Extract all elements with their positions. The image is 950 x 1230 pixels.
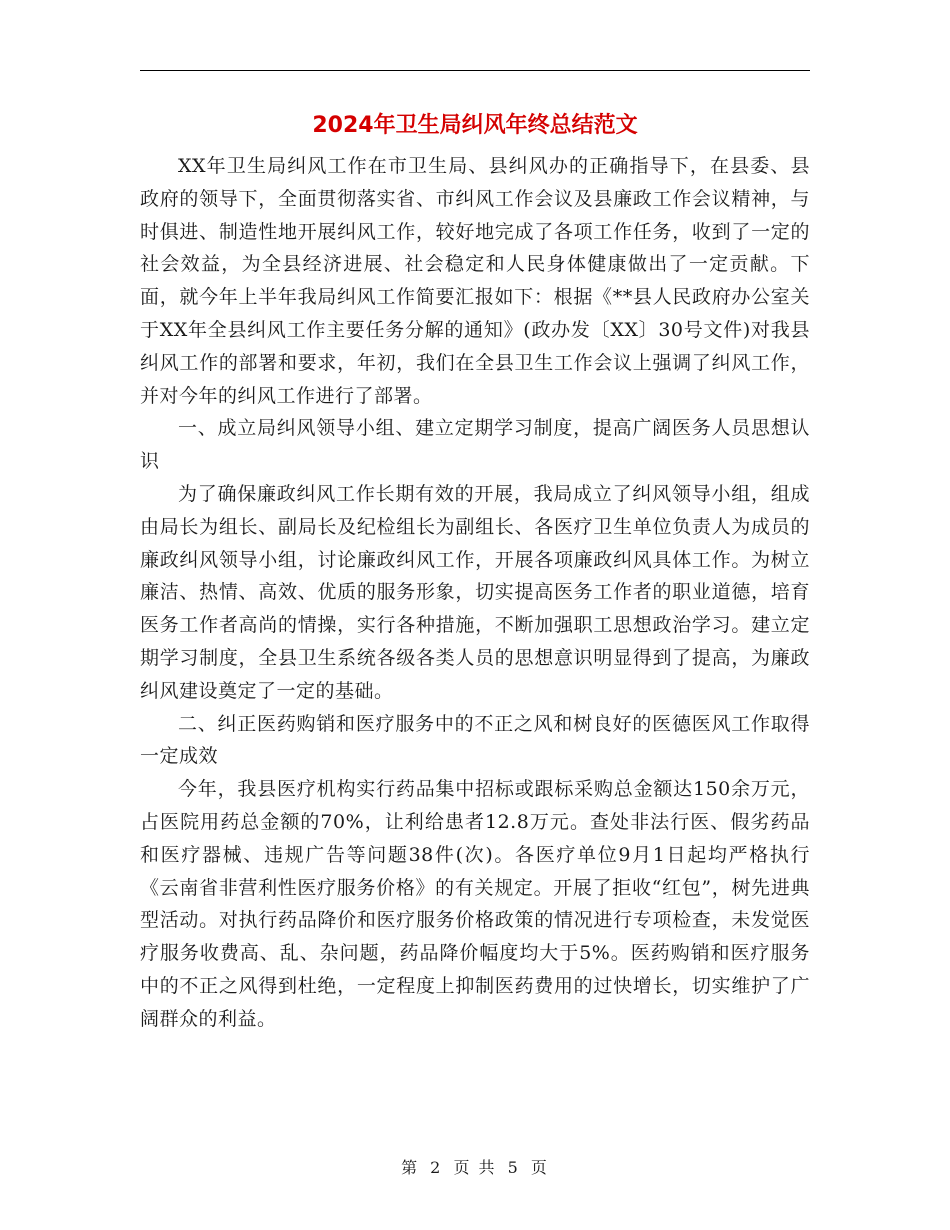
footer-middle: 页 共	[453, 1158, 497, 1177]
page-number-footer	[0, 1155, 950, 1178]
footer-total-pages: 5	[507, 1158, 520, 1177]
intro-paragraph: XX年卫生局纠风工作在市卫生局、县纠风办的正确指导下，在县委、县政府的领导下，全面贯彻落实省、市纠风工作会议及县廉政工作会议精神，与时俱进、制造性地开展纠风工作，较好地完成了各项工作任务，收到了一定的社会效益，为全县经济进展、社会稳定和人民身体健康做出了一定贡献。下面，就今年上半年我局纠风工作简要汇报如下：根据《**县人民政府办公室关于XX年全县纠风工作主要任务分解的通知》(政办发〔XX〕30号文件)对我县纠风工作的部署和要求，年初，我们在全县卫生工作会议上强调了纠风工作，并对今年的纠风工作进行了部署。	[140, 155, 810, 407]
section-paragraph-2: 今年，我县医疗机构实行药品集中招标或跟标采购总金额达150余万元，占医院用药总金额的70%，让利给患者12.8万元。查处非法行医、假劣药品和医疗器械、违规广告等问题38件(次)。各医疗单位9月1日起均严格执行《云南省非营利性医疗服务价格》的有关规定。开展了拒收“红包”，树先进典型活动。对执行药品降价和医疗服务价格政策的情况进行专项检查，未发觉医疗服务收费高、乱、杂问题，药品降价幅度均大于5%。医药购销和医疗服务中的不正之风得到杜绝，一定程度上抑制医药费用的过快增长，切实维护了广阔群众的利益。	[140, 778, 810, 1030]
document-title: 2024年卫生局纠风年终总结范文	[312, 113, 638, 138]
section-heading-2: 二、纠正医药购销和医疗服务中的不正之风和树良好的医德医风工作取得一定成效	[140, 712, 810, 768]
footer-prefix: 第	[401, 1158, 420, 1177]
footer-suffix: 页	[530, 1158, 549, 1177]
header-rule	[140, 70, 810, 71]
section-paragraph-1: 为了确保廉政纠风工作长期有效的开展，我局成立了纠风领导小组，组成由局长为组长、副局长及纪检组长为副组长、各医疗卫生单位负责人为成员的廉政纠风领导小组，讨论廉政纠风工作，开展各项廉政纠风具体工作。为树立廉洁、热情、高效、优质的服务形象，切实提高医务工作者的职业道德，培育医务工作者高尚的情操，实行各种措施，不断加强职工思想政治学习。建立定期学习制度，全县卫生系统各级各类人员的思想意识明显得到了提高，为廉政纠风建设奠定了一定的基础。	[140, 482, 810, 702]
section-heading-1: 一、成立局纠风领导小组、建立定期学习制度，提高广阔医务人员思想认识	[140, 417, 810, 473]
document-body	[140, 150, 810, 1036]
footer-current-page: 2	[430, 1158, 443, 1177]
